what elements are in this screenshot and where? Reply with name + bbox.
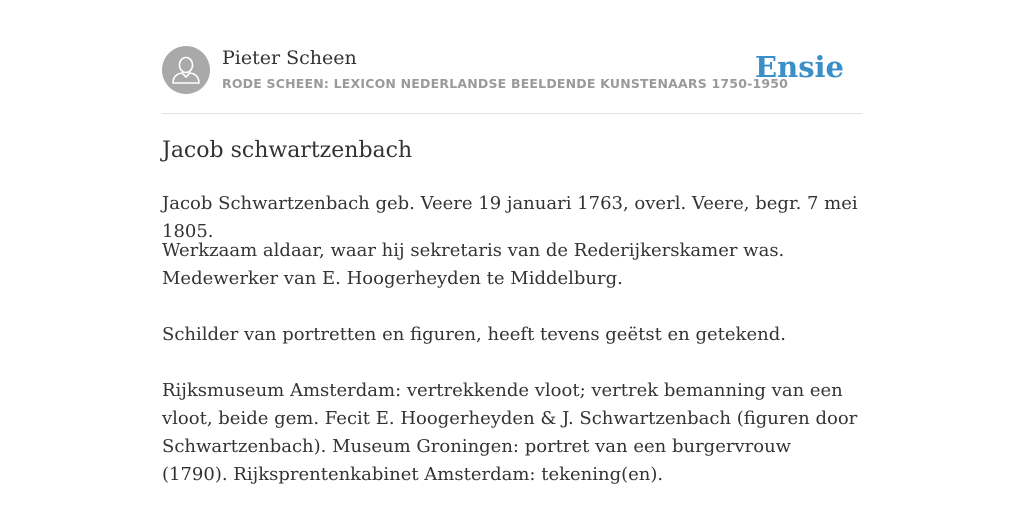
page-title: Jacob schwartzenbach (162, 138, 413, 163)
source-title[interactable]: RODE SCHEEN: LEXICON NEDERLANDSE BEELDENDE KUNSTENAARS 1750-1950 (222, 76, 789, 91)
brand-logo[interactable]: Ensie (755, 50, 844, 84)
paragraph: Rijksmuseum Amsterdam: vertrekkende vloot; vertrek bemanning van een vloot, beide gem. Fecit E. Hoogerheyden & J. Schwartzenbach (figuren door Schwartzenbach). Museum Groningen: portret van een burgervrouw (1790). Rijksprentenkabinet Amsterdam: tekening(en). (162, 380, 858, 485)
paragraph: Werkzaam aldaar, waar hij sekretaris van de Rederijkerskamer was. Medewerker van E. Hoogerheyden te Middelburg. (162, 240, 785, 289)
author-name[interactable]: Pieter Scheen (222, 47, 357, 69)
header (162, 46, 862, 96)
avatar[interactable] (162, 46, 210, 94)
paragraph: Jacob Schwartzenbach geb. Veere 19 januari 1763, overl. Veere, begr. 7 mei 1805. (162, 193, 858, 242)
paragraph: Schilder van portretten en figuren, heeft tevens geëtst en getekend. (162, 324, 786, 345)
divider (162, 113, 862, 114)
user-icon (162, 46, 210, 94)
